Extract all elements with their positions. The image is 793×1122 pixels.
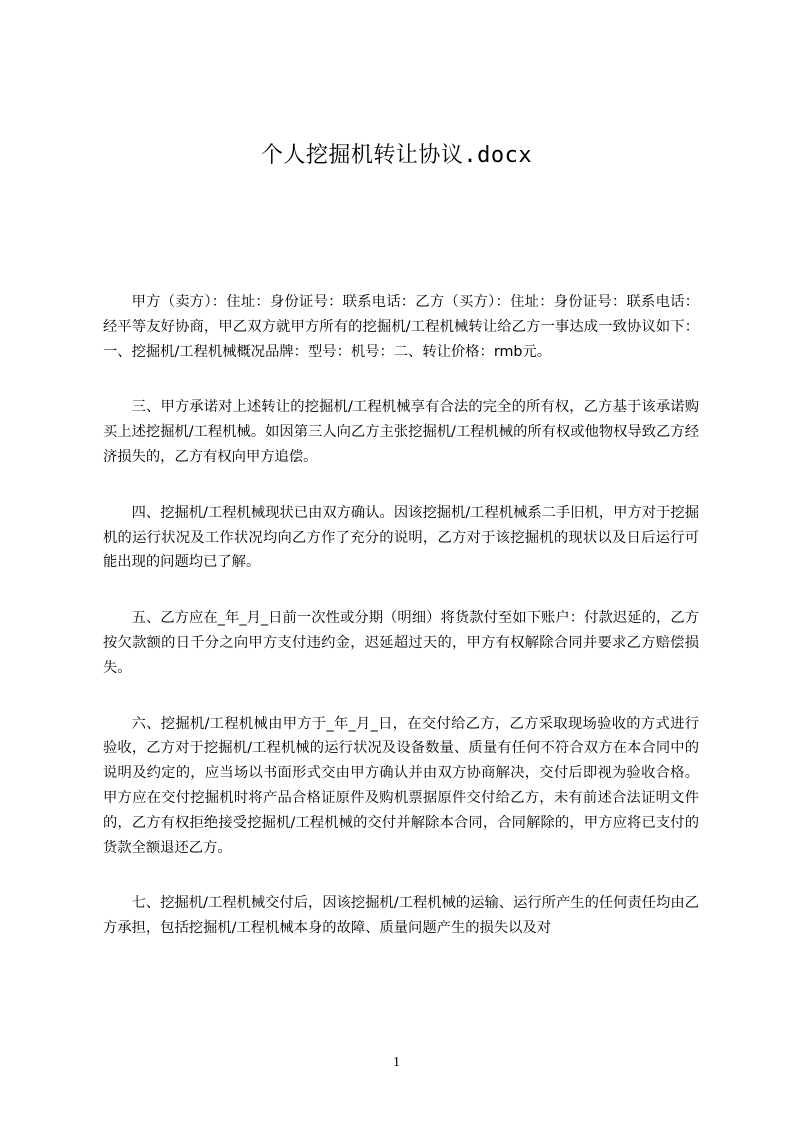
document-title: 个人挖掘机转让协议.docx [260,143,533,168]
paragraph-liability: 七、挖掘机/工程机械交付后，因该挖掘机/工程机械的运输、运行所产生的任何责任均由乙方承担，包括挖掘机/工程机械本身的故障、质量问题产生的损失以及对 [103,895,699,937]
paragraph-delivery: 六、挖掘机/工程机械由甲方于_年_月_日，在交付给乙方，乙方采取现场验收的方式进行验收，乙方对于挖掘机/工程机械的运行状况及设备数量、质量有任何不符合双方在本合同中的说明及约定的，应当场以书面形式交由甲方确认并由双方协商解决，交付后即视为验收合格。甲方应在交付挖掘机时将产品合格证原件及购机票据原件交付给乙方，未有前述合法证明文件的，乙方有权拒绝接受挖掘机/工程机械的交付并解除本合同，合同解除的，甲方应将已支付的货款全额退还乙方。 [103,715,699,856]
paragraph-condition: 四、挖掘机/工程机械现状已由双方确认。因该挖掘机/工程机械系二手旧机，甲方对于挖掘机的运行状况及工作状况均向乙方作了充分的说明，乙方对于该挖掘机的现状以及日后运行可能出现的问题均已了解。 [103,504,699,571]
page-number: 1 [393,1055,400,1070]
document-body [103,290,699,972]
paragraph-parties: 甲方（卖方）：住址：身份证号：联系电话：乙方（买方）：住址：身份证号：联系电话：经平等友好协商，甲乙双方就甲方所有的挖掘机/工程机械转让给乙方一事达成一致协议如下：一、挖掘机/工程机械概况品牌：型号：机号：二、转让价格：rmb元。 [103,294,699,360]
paragraph-payment: 五、乙方应在_年_月_日前一次性或分期（明细）将货款付至如下账户：付款迟延的，乙方按欠款额的日千分之向甲方支付违约金，迟延超过天的，甲方有权解除合同并要求乙方赔偿损失。 [103,610,699,676]
paragraph-ownership: 三、甲方承诺对上述转让的挖掘机/工程机械享有合法的完全的所有权，乙方基于该承诺购买上述挖掘机/工程机械。如因第三人向乙方主张挖掘机/工程机械的所有权或他物权导致乙方经济损失的，乙方有权向甲方追偿。 [103,399,699,465]
